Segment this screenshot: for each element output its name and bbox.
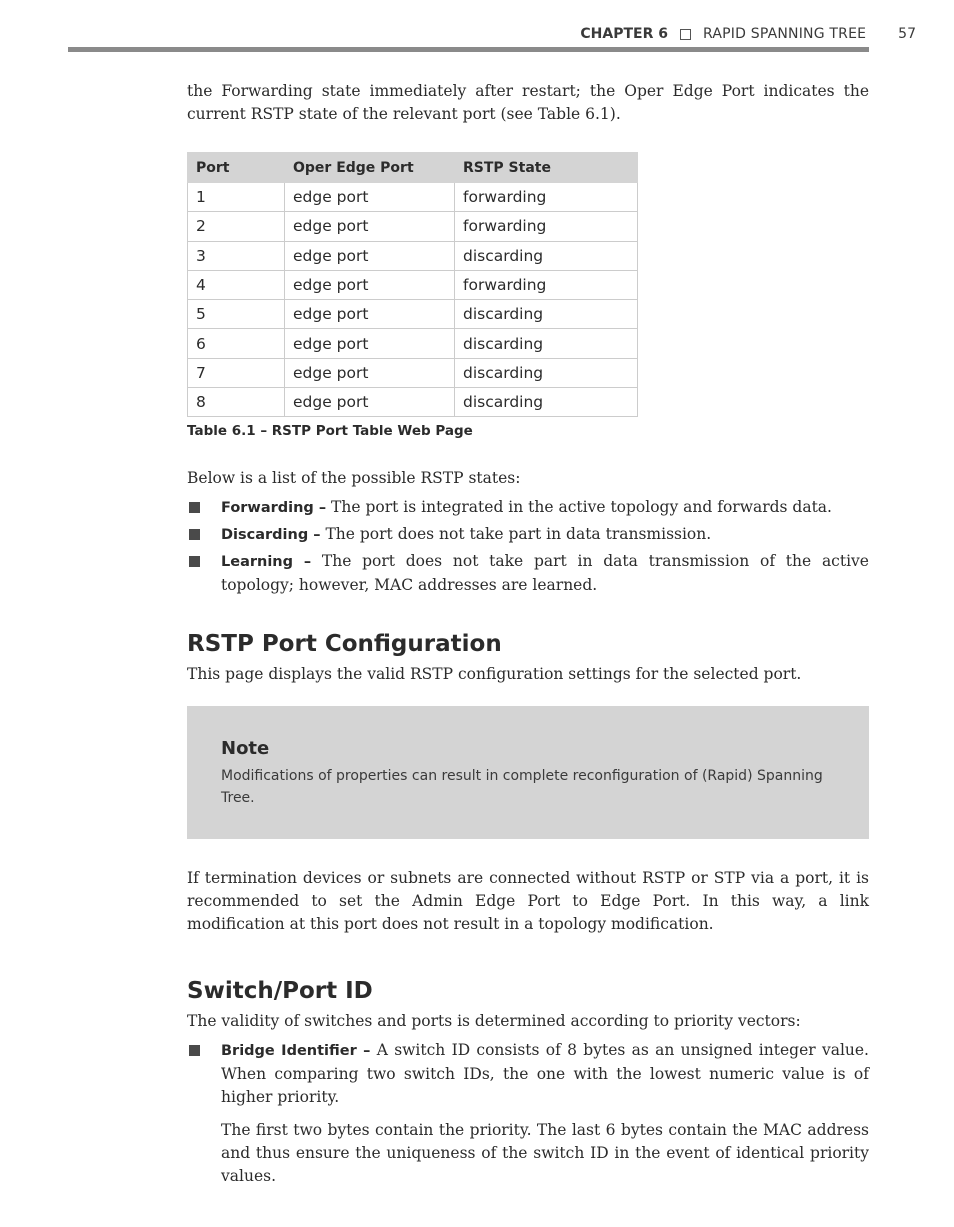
note-box [187,706,869,839]
priority-vector-list [187,1039,869,1109]
port-cell: 2 [188,212,285,241]
list-item [187,496,869,520]
bullet-text: The port does not take part in data transmission of the active topology; however, MAC addresses are learned. [221,552,869,595]
table-caption: Table 6.1 – RSTP Port Table Web Page [187,423,473,440]
bullet-text: A switch ID consists of 8 bytes as an unsigned integer value. When comparing two switch IDs, the one with the lowest numeric value is of higher priority. [221,1041,869,1107]
table-row [188,358,638,387]
port-cell: 7 [188,358,285,387]
bullet-term: Bridge Identifier – [221,1043,371,1060]
oper-edge-cell: edge port [285,388,455,417]
list-item [187,550,869,597]
table-row [188,300,638,329]
port-cell: 1 [188,183,285,212]
separator-box-icon [680,29,691,40]
bullet-square-icon [189,529,200,540]
rstp-state-cell: forwarding [455,270,638,299]
oper-edge-cell: edge port [285,183,455,212]
table-row [188,329,638,358]
table-row [188,270,638,299]
rstp-state-cell: forwarding [455,183,638,212]
bullet-text: The port does not take part in data transmission. [320,525,712,544]
port-cell: 5 [188,300,285,329]
table-header-row [188,153,638,183]
oper-edge-cell: edge port [285,212,455,241]
rstp-state-cell: forwarding [455,212,638,241]
port-cell: 3 [188,241,285,270]
oper-edge-cell: edge port [285,358,455,387]
rstp-state-cell: discarding [455,358,638,387]
main-content [187,80,869,1188]
oper-edge-cell: edge port [285,329,455,358]
oper-edge-cell: edge port [285,270,455,299]
section-paragraph: This page displays the valid RSTP configuration settings for the selected port. [187,665,802,684]
list-item [187,523,869,547]
note-text: Modifications of properties can result in complete reconfiguration of (Rapid) Spanning Tree. [221,768,823,807]
rstp-state-cell: discarding [455,300,638,329]
bridge-id-detail-paragraph: The first two bytes contain the priority. The last 6 bytes contain the MAC address and thus ensure the uniqueness of the switch ID in the event of identical priority values. [221,1121,869,1186]
bullet-term: Forwarding – [221,500,327,517]
table-row [188,388,638,417]
intro-paragraph: the Forwarding state immediately after restart; the Oper Edge Port indicates the current RSTP state of the relevant port (see Table 6.1). [187,82,869,123]
chapter-label: CHAPTER 6 [580,26,668,42]
table-row [188,241,638,270]
table-row [188,212,638,241]
bullet-term: Learning – [221,554,312,571]
section-paragraph: The validity of switches and ports is determined according to priority vectors: [187,1012,801,1031]
chapter-title: RAPID SPANNING TREE [703,26,867,42]
states-intro: Below is a list of the possible RSTP states: [187,469,521,488]
section-heading-rstp-port-config: RSTP Port Configuration [187,631,502,658]
column-header: RSTP State [455,153,638,183]
rstp-state-cell: discarding [455,388,638,417]
port-cell: 6 [188,329,285,358]
bullet-square-icon [189,1045,200,1056]
section-heading-switch-port-id: Switch/Port ID [187,978,373,1005]
bullet-term: Discarding – [221,527,321,544]
oper-edge-cell: edge port [285,300,455,329]
rstp-state-cell: discarding [455,241,638,270]
column-header: Port [188,153,285,183]
oper-edge-cell: edge port [285,241,455,270]
table-row [188,183,638,212]
header-rule [68,47,869,52]
port-cell: 4 [188,270,285,299]
rstp-port-table [187,152,638,417]
bullet-text: The port is integrated in the active topology and forwards data. [326,498,832,517]
running-head [580,26,916,42]
edge-port-paragraph: If termination devices or subnets are connected without RSTP or STP via a port, it is recommended to set the Admin Edge Port to Edge Port. In this way, a link modification at this port does not result in a topology modification. [187,869,869,934]
note-title: Note [221,738,270,760]
rstp-state-cell: discarding [455,329,638,358]
page-number: 57 [898,26,916,42]
bullet-square-icon [189,556,200,567]
port-cell: 8 [188,388,285,417]
bullet-square-icon [189,502,200,513]
list-item [187,1039,869,1109]
column-header: Oper Edge Port [285,153,455,183]
rstp-states-list [187,496,869,597]
